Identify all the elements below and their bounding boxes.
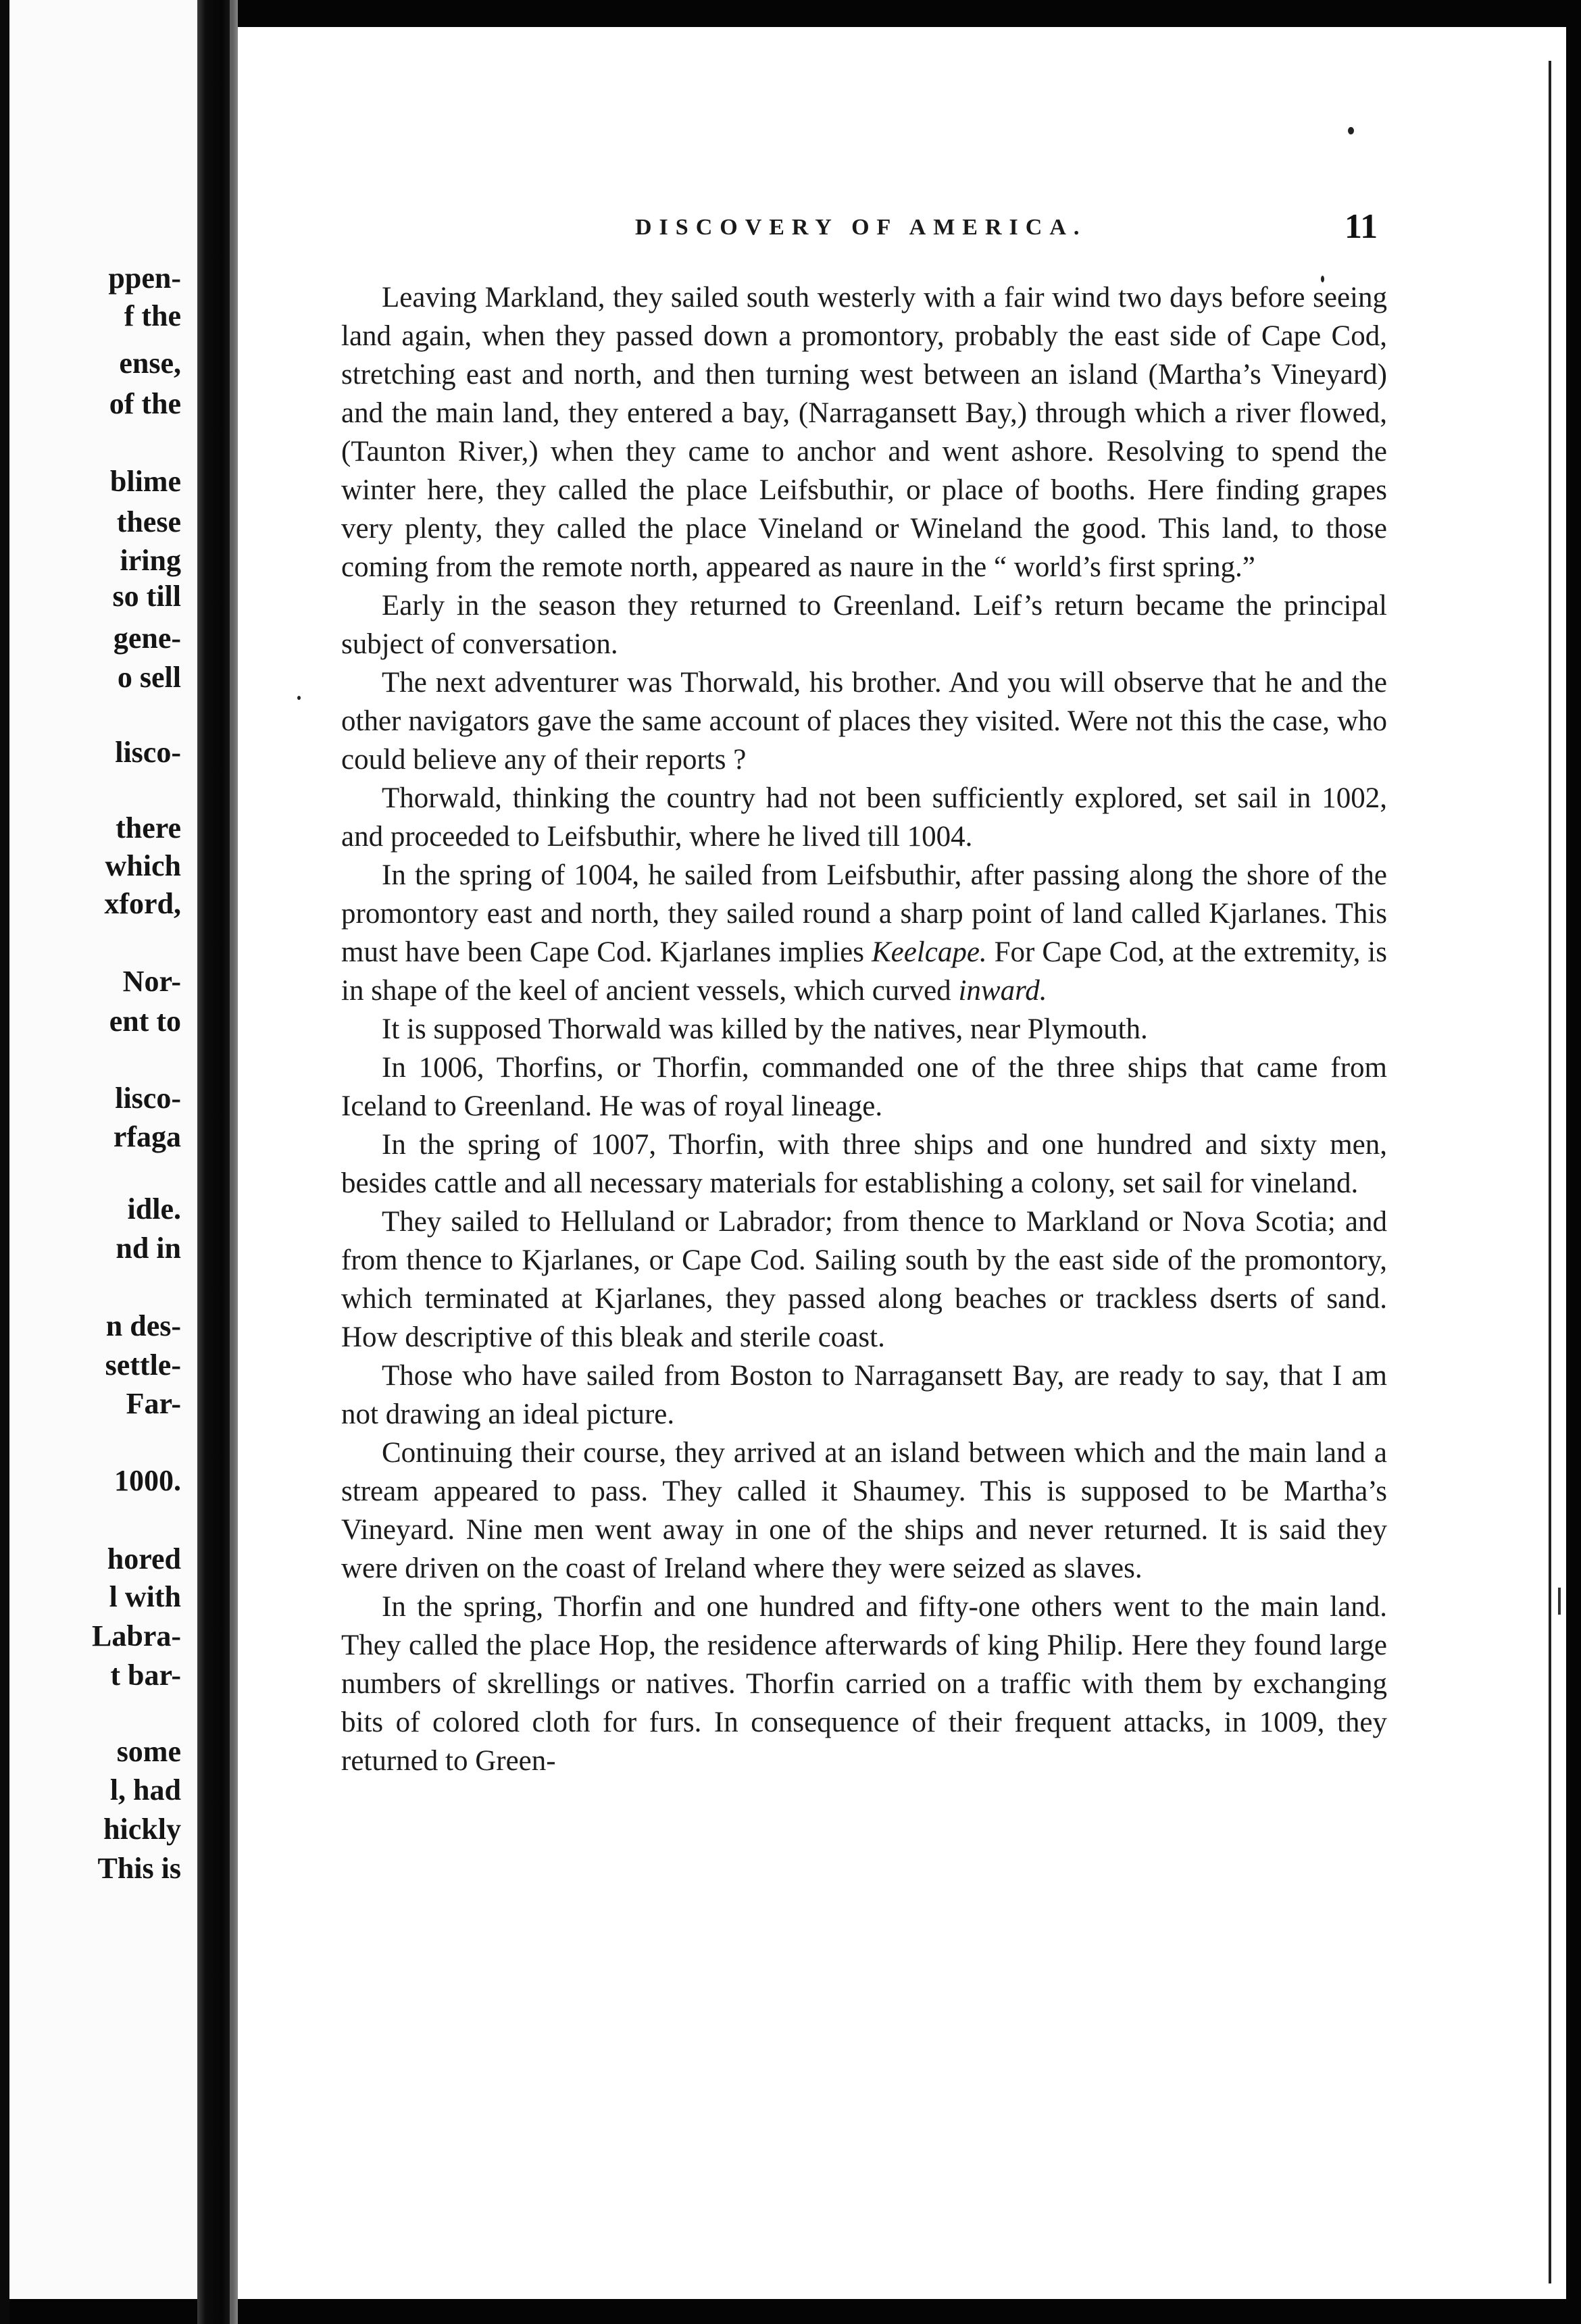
- left-page-line: ense,: [119, 347, 181, 380]
- page-edge-mark: [1558, 1588, 1561, 1615]
- page-body: [341, 278, 1387, 1780]
- left-page-line: l with: [109, 1580, 181, 1613]
- scan-border-right: [1566, 0, 1581, 2324]
- left-page-line: Nor-: [122, 965, 181, 998]
- kjarlanes-italic-keelcape: Keelcape.: [871, 936, 987, 968]
- left-page-line: iring: [120, 544, 181, 577]
- ink-speck: [1348, 127, 1354, 134]
- left-page-line: blime: [109, 465, 181, 498]
- paragraph-shaumey: Continuing their course, they arrived at an island between which and the main land a stream appeared to pass. They called it Shaumey. This is supposed to be Martha’s Vineyard. Nine men went away in one of the ships and never returned. It is said they were driven on the coast of Ireland where they were seized as slaves.: [341, 1437, 1387, 1584]
- left-page-line: This is: [97, 1852, 181, 1885]
- ink-speck: [297, 696, 301, 700]
- left-page-line: ppen-: [108, 261, 181, 295]
- left-page-line: which: [105, 849, 181, 882]
- paragraph-thorfin-1006: In 1006, Thorfins, or Thorfin, commanded one of the three ships that came from Iceland to Greenland. He was of royal lineage.: [341, 1052, 1387, 1122]
- left-page-line: l, had: [109, 1773, 181, 1807]
- left-page-line: n des-: [105, 1309, 181, 1342]
- left-page-line: hickly: [103, 1813, 181, 1846]
- page-edge-shadow: [230, 0, 238, 2324]
- left-page-line: ent to: [109, 1005, 181, 1038]
- left-page-line: settle-: [105, 1348, 181, 1382]
- left-facing-page: [9, 0, 197, 2299]
- left-page-line: some: [116, 1735, 181, 1768]
- paragraph-thorfin-1007: In the spring of 1007, Thorfin, with three ships and one hundred and sixty men, besides cattle and all necessary materials for establishing a colony, set sail for vineland.: [341, 1129, 1387, 1199]
- paragraph-early-in-season: Early in the season they returned to Greenland. Leif’s return became the principal subject of conversation.: [341, 590, 1387, 660]
- left-page-line: t bar-: [110, 1659, 181, 1692]
- left-page-line: idle.: [127, 1192, 181, 1226]
- paragraph-boston: Those who have sailed from Boston to Narragansett Bay, are ready to say, that I am not drawing an ideal picture.: [341, 1360, 1387, 1430]
- left-page-line: so till: [112, 580, 181, 613]
- left-page-line: hored: [107, 1542, 181, 1575]
- left-page-line: these: [116, 505, 181, 538]
- kjarlanes-text-before: In the spring of 1004, he sailed from Leifsbuthir, after passing along the shore of the promontory east and north, they sailed round a sharp point of land called Kjarlanes. This must have been Cape Cod. Kjarlanes implies: [341, 859, 1387, 968]
- page-number: 11: [1345, 207, 1378, 246]
- left-page-line: lisco-: [115, 736, 181, 769]
- left-page-line: xford,: [104, 887, 181, 920]
- left-page-line: f the: [124, 299, 181, 332]
- left-page-line: Labra-: [92, 1619, 181, 1652]
- kjarlanes-text-middle: For Cape Cod, at the extremity, is in shape of the keel of ancient vessels, which curved: [341, 936, 1387, 1007]
- scan-border-left: [0, 0, 9, 2324]
- paragraph-leaving-markland: Leaving Markland, they sailed south westerly with a fair wind two days before seeing land again, when they passed down a promontory, probably the east side of Cape Cod, stretching east and north, and then turning west between an island (Martha’s Vineyard) and the main land, they entered a bay, (Narragansett Bay,) through which a river flowed, (Taunton River,) when they came to anchor and went ashore. Resolving to spend the winter here, they called the place Leifsbuthir, or place of booths. Here finding grapes very plenty, they called the place Vineland or Wineland the good. This land, to those coming from the remote north, appeared as naure in the “ world’s first spring.”: [341, 282, 1387, 583]
- right-page-edge: [1549, 61, 1551, 2283]
- paragraph-kjarlanes: [341, 856, 1387, 1010]
- left-page-line: of the: [109, 387, 181, 420]
- paragraph-thorwald-sail: Thorwald, thinking the country had not been sufficiently explored, set sail in 1002, and proceeded to Leifsbuthir, where he lived till 1004.: [341, 782, 1387, 853]
- left-page-line: there: [116, 811, 181, 844]
- running-head: DISCOVERY OF AMERICA.: [635, 215, 1087, 240]
- left-page-line: 1000.: [114, 1464, 181, 1497]
- paragraph-hop: In the spring, Thorfin and one hundred and fifty-one others went to the main land. They called the place Hop, the residence afterwards of king Philip. Here they found large numbers of skrellings or natives. Thorfin carried on a traffic with them by exchanging bits of colored cloth for furs. In consequence of their frequent attacks, in 1009, they returned to Green-: [341, 1591, 1387, 1777]
- paragraph-thorwald-killed: It is supposed Thorwald was killed by the natives, near Plymouth.: [382, 1013, 1148, 1045]
- kjarlanes-italic-inward: inward.: [958, 975, 1047, 1007]
- left-page-line: Far-: [126, 1387, 181, 1420]
- left-page-line: lisco-: [115, 1082, 181, 1115]
- left-page-line: rfaga: [113, 1120, 181, 1153]
- left-page-line: nd in: [116, 1232, 181, 1265]
- paragraph-helluland: They sailed to Helluland or Labrador; from thence to Markland or Nova Scotia; and from thence to Kjarlanes, or Cape Cod. Sailing south by the east side of the promontory, which terminated at Kjarlanes, they passed along beaches or trackless dserts of sand. How descriptive of this bleak and sterile coast.: [341, 1206, 1387, 1353]
- paragraph-next-adventurer: The next adventurer was Thorwald, his brother. And you will observe that he and the other navigators gave the same account of places they visited. Were not this the case, who could believe any of their reports ?: [341, 667, 1387, 776]
- left-page-line: o sell: [117, 661, 181, 694]
- left-page-line: gene-: [113, 622, 181, 655]
